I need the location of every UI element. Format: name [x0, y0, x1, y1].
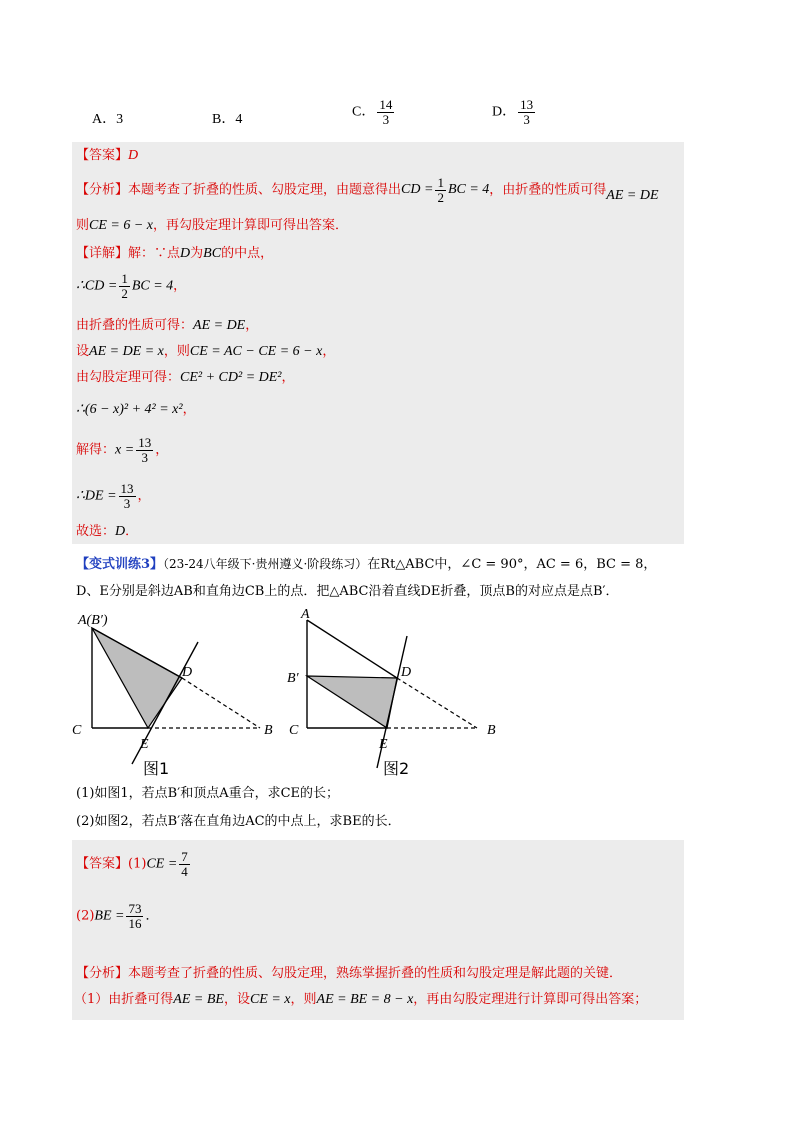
- analysis-1-line-1: [76, 176, 659, 204]
- answer-2-tag: 【答案】: [76, 856, 129, 872]
- answer-1-value: D: [128, 148, 139, 163]
- detail-1-line-4-eq-1: AE = DE = x: [89, 344, 164, 359]
- figure-2-label-d: D: [401, 665, 412, 680]
- detail-1-line-7: [76, 436, 168, 464]
- detail-1-text-pre: 解：∵点: [128, 246, 181, 261]
- answer-2-a2-prefix: (2): [76, 908, 95, 924]
- analysis-1-tag: 【分析】: [76, 182, 129, 198]
- analysis-1-eq-3: CE = 6 − x: [89, 218, 154, 233]
- option-c-den: 3: [382, 111, 390, 127]
- detail-1-line-7-text: 解得：: [76, 442, 116, 458]
- analysis-1-text-2: ，由折叠的性质可得: [489, 182, 607, 198]
- answer-1-line: [76, 146, 138, 166]
- analysis-2-text: 本题考查了折叠的性质、勾股定理，熟练掌握折叠的性质和勾股定理是解此题的关键．: [128, 966, 623, 981]
- option-c-num: 14: [379, 97, 393, 112]
- figure-2-label-b: B: [487, 723, 496, 738]
- detail-1-var-bc: BC: [203, 246, 222, 261]
- figure-1: [70, 608, 290, 778]
- detail-1-line-2-suffix: ，: [173, 278, 187, 294]
- option-a: A．3: [92, 112, 124, 127]
- detail-1-line-5: [76, 368, 295, 388]
- analysis-1-eq-1-lhs: CD =: [401, 182, 434, 198]
- option-d-den: 3: [523, 111, 530, 127]
- answer-2-a1-lhs: CE =: [146, 856, 178, 872]
- detail-1-line-2-den: 2: [121, 285, 128, 301]
- answer-2-a2-den: 16: [128, 915, 142, 931]
- detail-1-line-2-num: 1: [121, 271, 128, 286]
- option-d-num: 13: [520, 97, 534, 112]
- option-b: B．4: [212, 112, 243, 127]
- figure-1-label-c: C: [72, 723, 82, 738]
- detail-1-line-6-suffix: ，: [182, 402, 196, 417]
- option-c-fraction: [377, 98, 394, 126]
- option-c: [352, 98, 396, 126]
- detail-1-line-7-lhs: x =: [115, 442, 135, 458]
- figure-2-label-b-prime: B′: [287, 671, 299, 686]
- detail-1-line-4: [76, 342, 335, 362]
- detail-1-line-8: [76, 482, 151, 510]
- detail-1-line-8-den: 3: [123, 495, 131, 511]
- detail-1-line-8-suffix: ，: [137, 488, 151, 504]
- analysis-1-text-3-prefix: 则: [76, 218, 90, 233]
- analysis-2-line-2-eq-1: AE = BE: [173, 992, 224, 1007]
- answer-2-a1-num: 7: [181, 849, 188, 864]
- answer-1-tag: 【答案】: [76, 148, 129, 163]
- detail-1-line-8-frac: [119, 482, 136, 510]
- analysis-1-line-2: [76, 216, 348, 236]
- figure-2-label-c: C: [289, 723, 299, 738]
- figure-2-label-a: A: [301, 608, 310, 622]
- figure-2-shaded-triangle: [307, 676, 397, 728]
- analysis-2-line-2-mid-2: ，则: [290, 992, 317, 1007]
- analysis-1-text-3-suffix: ，再勾股定理计算即可得出答案．: [153, 218, 349, 233]
- detail-1-line-4-mid: ，则: [163, 344, 190, 359]
- detail-1-line-3-eq: AE = DE: [193, 318, 246, 333]
- figure-1-label-b: B: [264, 723, 273, 738]
- answer-2-a1-frac: [179, 850, 190, 878]
- analysis-2-line-2-eq-3: AE = BE = 8 − x: [316, 992, 414, 1007]
- detail-1-line-6: [76, 400, 196, 420]
- problem-text-2: D、E分别是斜边AB和直角边CB上的点．把△ABC沿着直线DE折叠，顶点B的对应点是点B′．: [76, 584, 619, 599]
- figure-1-caption: 图1: [143, 759, 170, 778]
- detail-1-line-4-suffix: ，: [322, 344, 336, 359]
- detail-1-line-5-suffix: ，: [281, 370, 295, 385]
- detail-1-line-8-lhs: ∴DE =: [76, 488, 117, 504]
- detail-1-line-7-suffix: ，: [155, 442, 169, 458]
- detail-1-line-5-eq: CE² + CD² = DE²: [180, 370, 282, 385]
- answer-2-a2-suffix: ．: [145, 908, 159, 924]
- problem-tag: 【变式训练3】: [76, 557, 164, 572]
- analysis-2-tag: 【分析】: [76, 966, 129, 981]
- figure-1-label-a: A(B′): [78, 613, 108, 628]
- option-c-prefix: C．: [352, 104, 376, 120]
- detail-1-line-2-rhs: BC = 4: [131, 278, 174, 294]
- detail-1-line-9: [76, 522, 138, 542]
- figure-2: [285, 608, 515, 778]
- detail-1-line-7-den: 3: [141, 449, 148, 465]
- problem-line-2: [76, 582, 618, 602]
- detail-1-line-8-num: 13: [120, 481, 134, 496]
- analysis-2-line-2-prefix: （1）由折叠可得: [74, 992, 174, 1007]
- problem-source: （23-24八年级下·贵州遵义·阶段练习）: [163, 557, 368, 571]
- detail-1-line-3: [76, 316, 258, 336]
- detail-1-line-2-frac: [119, 272, 130, 300]
- analysis-1-eq-1: [401, 175, 490, 205]
- detail-1-tag: 【详解】: [76, 246, 129, 261]
- answer-2-a1-prefix: (1): [128, 856, 147, 872]
- detail-1-line-1: [76, 244, 273, 264]
- answer-2-line-1: [76, 850, 192, 878]
- detail-1-line-4-text: 设: [76, 344, 90, 359]
- answer-2-a2-frac: [126, 902, 143, 930]
- detail-1-line-7-frac: [136, 436, 153, 464]
- answer-2-line-2: [76, 902, 159, 930]
- detail-1-var-d: D: [180, 246, 191, 261]
- figure-2-label-e: E: [379, 737, 388, 752]
- question-2: (2)如图2，若点B′落在直角边AC的中点上，求BE的长．: [76, 814, 401, 829]
- analysis-2-line-1: [76, 964, 622, 984]
- analysis-2-line-2-suffix: ，再由勾股定理进行计算即可得出答案；: [413, 992, 648, 1007]
- analysis-1-eq-1-rhs: BC = 4: [447, 182, 490, 198]
- detail-1-line-4-eq-2: CE = AC − CE = 6 − x: [189, 344, 323, 359]
- detail-1-text-post: 的中点，: [221, 246, 274, 261]
- answer-2-a2-num: 73: [128, 901, 142, 916]
- problem-line-1: [76, 554, 656, 575]
- figure-1-label-d: D: [182, 665, 193, 680]
- answer-2-a1-den: 4: [181, 863, 188, 879]
- figure-2-dashed-db: [397, 678, 477, 728]
- detail-1-line-9-text: 故选：: [76, 524, 116, 539]
- option-d-prefix: D．: [492, 104, 517, 120]
- figure-1-dashed-db: [182, 678, 260, 728]
- figure-1-label-e: E: [140, 737, 149, 752]
- analysis-1-eq-1-num: 1: [437, 175, 444, 190]
- detail-1-line-7-num: 13: [138, 435, 152, 450]
- detail-1-line-2-lhs: ∴CD =: [76, 278, 118, 294]
- detail-1-line-3-suffix: ，: [245, 318, 259, 333]
- analysis-1-text-1: 本题考查了折叠的性质、勾股定理，由题意得出: [128, 182, 402, 198]
- analysis-2-line-2: [74, 990, 647, 1010]
- analysis-1-eq-2: AE = DE: [606, 188, 659, 204]
- option-d: [492, 98, 537, 126]
- detail-1-line-3-text: 由折叠的性质可得：: [76, 318, 194, 333]
- analysis-2-line-2-eq-2: CE = x: [249, 992, 291, 1007]
- detail-1-line-9-suffix: ．: [125, 524, 139, 539]
- detail-1-line-9-var: D: [115, 524, 126, 539]
- analysis-1-eq-1-frac: [435, 176, 446, 204]
- detail-1-line-6-eq: ∴(6 − x)² + 4² = x²: [76, 402, 183, 417]
- problem-text-1: 在Rt△ABC中，∠C = 90°，AC = 6，BC = 8，: [367, 557, 657, 572]
- detail-1-text-mid: 为: [190, 246, 204, 261]
- answer-2-a2-lhs: BE =: [94, 908, 125, 924]
- figure-1-shaded-triangle: [92, 628, 182, 728]
- analysis-1-eq-1-den: 2: [437, 189, 444, 205]
- figure-2-caption: 图2: [383, 759, 410, 778]
- detail-1-line-5-text: 由勾股定理可得：: [76, 370, 181, 385]
- question-1: (1)如图1，若点B′和顶点A重合，求CE的长；: [76, 786, 340, 801]
- option-d-fraction: [518, 98, 535, 126]
- detail-1-line-2: [76, 272, 186, 300]
- figure-2-side-ad: [307, 620, 397, 678]
- analysis-2-line-2-mid-1: ，设: [223, 992, 250, 1007]
